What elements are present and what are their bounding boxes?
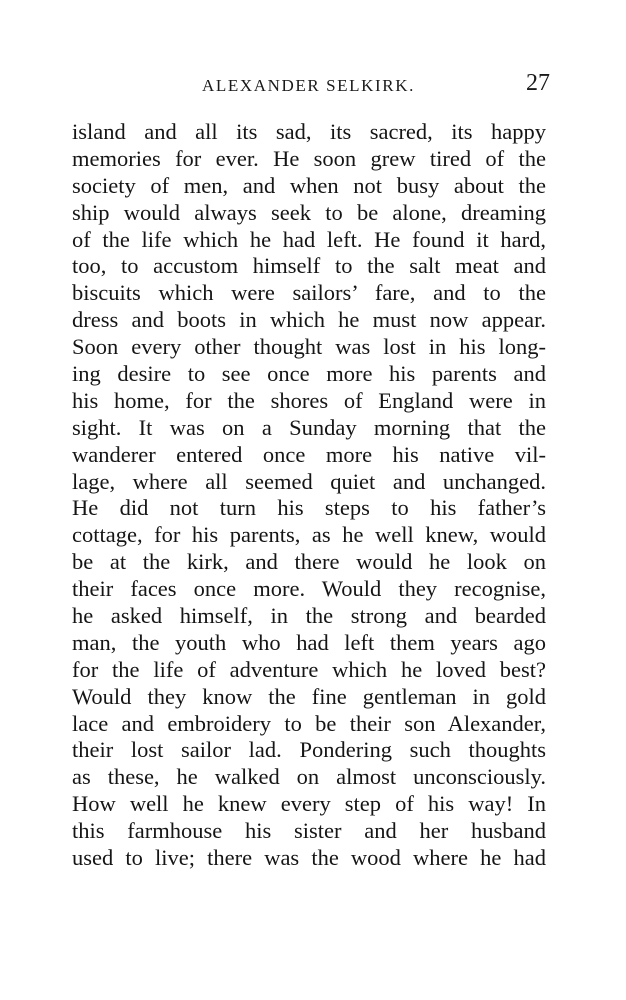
text-line: too, to accustom himself to the salt meat and — [72, 253, 546, 279]
text-line: lage, where all seemed quiet and unchanged. — [72, 468, 546, 494]
text-line: he asked himself, in the strong and bearded — [72, 603, 546, 629]
text-line: dress and boots in which he must now appear. — [72, 307, 546, 333]
text-line: sight. It was on a Sunday morning that the — [72, 414, 546, 440]
text-line: ship would always seek to be alone, dreaming — [72, 199, 546, 225]
text-line: their lost sailor lad. Pondering such thoughts — [72, 737, 546, 763]
text-line: his home, for the shores of England were in — [72, 387, 546, 413]
text-line: used to live; there was the wood where he had — [72, 845, 546, 871]
body-text — [72, 119, 546, 872]
text-line: their faces once more. Would they recognise, — [72, 576, 546, 602]
text-line: be at the kirk, and there would he look on — [72, 549, 546, 575]
running-title: ALEXANDER SELKIRK. — [202, 76, 415, 95]
running-head — [72, 70, 550, 100]
text-line: Would they know the fine gentleman in gold — [72, 683, 546, 709]
text-line: Soon every other thought was lost in his long- — [72, 334, 546, 360]
text-line: How well he knew every step of his way! In — [72, 791, 546, 817]
text-line: man, the youth who had left them years ago — [72, 629, 546, 655]
text-line: memories for ever. He soon grew tired of the — [72, 145, 546, 171]
text-line: for the life of adventure which he loved best? — [72, 656, 546, 682]
text-line: ing desire to see once more his parents and — [72, 361, 546, 387]
text-line: wanderer entered once more his native vil- — [72, 441, 546, 467]
text-line: of the life which he had left. He found it hard, — [72, 226, 546, 252]
text-line: society of men, and when not busy about the — [72, 172, 546, 198]
text-line: as these, he walked on almost unconsciously. — [72, 764, 546, 790]
text-line: cottage, for his parents, as he well knew, would — [72, 522, 546, 548]
text-line: lace and embroidery to be their son Alexander, — [72, 710, 546, 736]
page-number: 27 — [526, 70, 550, 96]
text-line: island and all its sad, its sacred, its happy — [72, 119, 546, 144]
text-line: this farmhouse his sister and her husband — [72, 818, 546, 844]
text-line: biscuits which were sailors’ fare, and to the — [72, 280, 546, 306]
text-line: He did not turn his steps to his father’s — [72, 495, 546, 521]
